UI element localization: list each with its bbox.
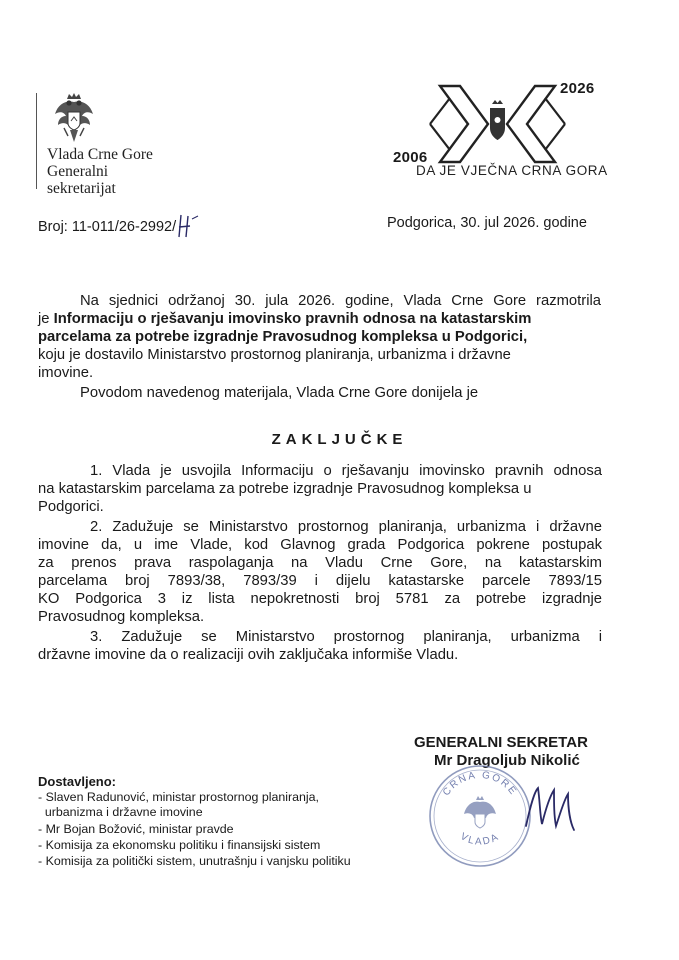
distribution-item: - Komisija za politički sistem, unutrašnju i vanjsku politiku — [38, 854, 351, 868]
intro-line-4: koju je dostavilo Ministarstvo prostornog planiranja, urbanizma i državne — [38, 347, 511, 363]
document-number: Broj: 11-011/26-2992/ — [38, 219, 177, 235]
signatory-name: Mr Dragoljub Nikolić — [434, 752, 580, 769]
intro-line-1: Na sjednici održanoj 30. jula 2026. godine, Vlada Crne Gore razmotrila — [80, 293, 601, 309]
conclusion-3-line-2: državne imovine da o realizaciji ovih zaključaka informiše Vladu. — [38, 647, 459, 663]
document-date: Podgorica, 30. jul 2026. godine — [387, 215, 587, 231]
intro-line-6: Povodom navedenog materijala, Vlada Crne Gore donijela je — [80, 385, 479, 401]
conclusion-2-line-5: KO Podgorica 3 iz lista nepokretnosti broj 5781 za potrebe izgradnje — [38, 591, 602, 607]
intro-line-5: imovine. — [38, 365, 94, 381]
institution-sub2: sekretarijat — [47, 180, 116, 197]
stamp-emblem-icon — [464, 796, 496, 828]
logo-year-left: 2006 — [393, 149, 428, 166]
handwritten-signature — [520, 778, 580, 838]
institution-name: Vlada Crne Gore — [47, 146, 153, 163]
logo-year-right: 2026 — [560, 80, 595, 97]
conclusion-3-line-1: 3. Zadužuje se Ministarstvo prostornog planiranja, urbanizma i — [90, 629, 602, 645]
conclusion-1-line-2: na katastarskim parcelama za potrebe izgradnje Pravosudnog kompleksa u — [38, 481, 532, 497]
intro-line-2 — [38, 310, 531, 328]
logo-motto: DA JE VJEČNA CRNA GORA — [416, 163, 608, 178]
distribution-label: Dostavljeno: — [38, 774, 117, 789]
intro-line-2-prefix: je — [38, 311, 54, 327]
conclusion-1-line-3: Podgorici. — [38, 499, 104, 515]
header-divider — [36, 93, 37, 189]
distribution-item: - Mr Bojan Božović, ministar pravde — [38, 822, 234, 836]
information-title-part1: Informaciju o rješavanju imovinsko pravnih odnosa na katastarskim — [53, 311, 532, 327]
conclusion-2-line-6: Pravosudnog kompleksa. — [38, 609, 205, 625]
distribution-item: - Komisija za ekonomsku politiku i finansijski sistem — [38, 838, 321, 852]
conclusion-2-line-1: 2. Zadužuje se Ministarstvo prostornog planiranja, urbanizma i državne — [90, 519, 602, 535]
conclusions-title: ZAKLJUČKE — [271, 431, 408, 448]
signatory-title: GENERALNI SEKRETAR — [414, 734, 588, 751]
coat-of-arms-icon — [52, 92, 96, 146]
conclusion-2-line-3: za prenos prava raspolaganja na Vladu Crne Gore, na katastarskim — [38, 555, 602, 571]
stamp-top-text: CRNA GORE — [440, 769, 520, 799]
institution-sub1: Generalni — [47, 163, 109, 180]
svg-text:VLADA — [458, 831, 501, 847]
distribution-item: - Slaven Radunović, ministar prostornog planiranja, — [38, 790, 319, 804]
conclusion-1-line-1: 1. Vlada je usvojila Informaciju o rješavanju imovinsko pravnih odnosa — [90, 463, 602, 479]
conclusion-2-line-4: parcelama broj 7893/38, 7893/39 i dijelu katastarske parcele 7893/15 — [38, 573, 602, 589]
handwritten-number — [178, 213, 200, 239]
distribution-item: urbanizma i državne imovine — [38, 805, 203, 819]
conclusion-2-line-2: imovine da, u ime Vlade, kod Glavnog grada Podgorica pokrene postupak — [38, 537, 602, 553]
information-title-part2: parcelama za potrebe izgradnje Pravosudnog kompleksa u Podgorici, — [38, 329, 528, 345]
stamp-bottom-text: VLADA — [458, 831, 502, 848]
